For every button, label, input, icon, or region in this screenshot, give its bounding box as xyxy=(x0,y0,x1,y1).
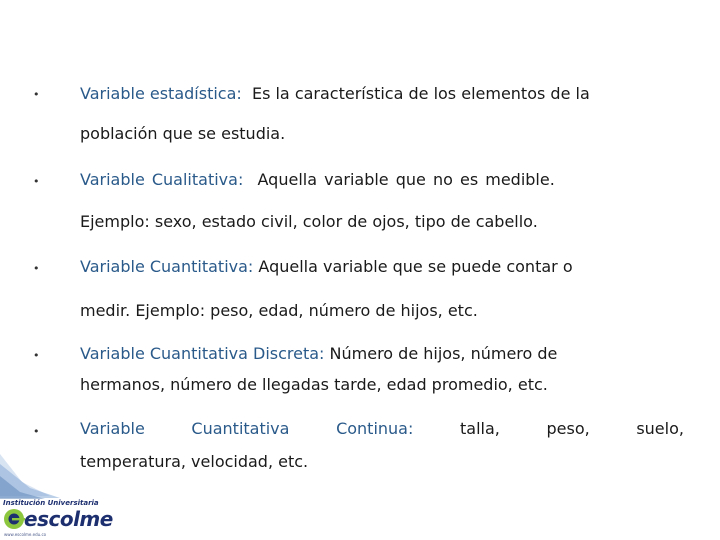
definition-word: peso, xyxy=(546,419,590,438)
term-label: Variable estadística xyxy=(80,84,237,103)
term-word: Continua: xyxy=(336,419,414,438)
bullet: • xyxy=(33,262,40,275)
bullet: • xyxy=(33,88,40,101)
logo-url: www.escolme.edu.co xyxy=(4,532,47,537)
item-4-line-2: hermanos, número de llegadas tarde, edad promedio, etc. xyxy=(80,375,548,394)
logo-name: escolme xyxy=(24,507,113,531)
logo-e-icon xyxy=(3,508,25,530)
bullet: • xyxy=(33,425,40,438)
item-2-line-2: Ejemplo: sexo, estado civil, color de ojos, tipo de cabello. xyxy=(80,212,538,231)
item-4-line-1: Variable Cuantitativa Discreta: Número de hijos, número de xyxy=(80,344,558,363)
escolme-logo xyxy=(0,452,135,540)
item-3-line-1: Variable Cuantitativa: Aquella variable que se puede contar o xyxy=(80,257,573,276)
bullet: • xyxy=(33,349,40,362)
term-label: Variable Cuantitativa xyxy=(80,257,248,276)
definition-word: talla, xyxy=(460,419,500,438)
definition-text: Es la característica de los elementos de la xyxy=(251,84,590,103)
item-3-line-2: medir. Ejemplo: peso, edad, número de hijos, etc. xyxy=(80,301,478,320)
term-label: Variable Cualitativa xyxy=(80,170,238,189)
definition-text: Aquella variable que no es medible. xyxy=(257,170,555,189)
item-1-line-1: Variable estadística: Es la característica de los elementos de la xyxy=(80,84,590,103)
definition-text: Número de hijos, número de xyxy=(329,344,558,363)
item-1-line-2: población que se estudia. xyxy=(80,124,286,143)
definition-text: Aquella variable que se puede contar o xyxy=(258,257,573,276)
term-word: Variable xyxy=(80,419,145,438)
item-5-line-2: temperatura, velocidad, etc. xyxy=(80,452,309,471)
definition-word: suelo, xyxy=(636,419,684,438)
logo-tagline: Institución Universitaria xyxy=(3,499,99,507)
item-2-line-1: Variable Cualitativa: Aquella variable que no es medible. xyxy=(80,170,555,189)
term-label: Variable Cuantitativa Discreta xyxy=(80,344,320,363)
bullet: • xyxy=(33,175,40,188)
term-word: Cuantitativa xyxy=(191,419,290,438)
item-5-line-1 xyxy=(80,419,684,439)
